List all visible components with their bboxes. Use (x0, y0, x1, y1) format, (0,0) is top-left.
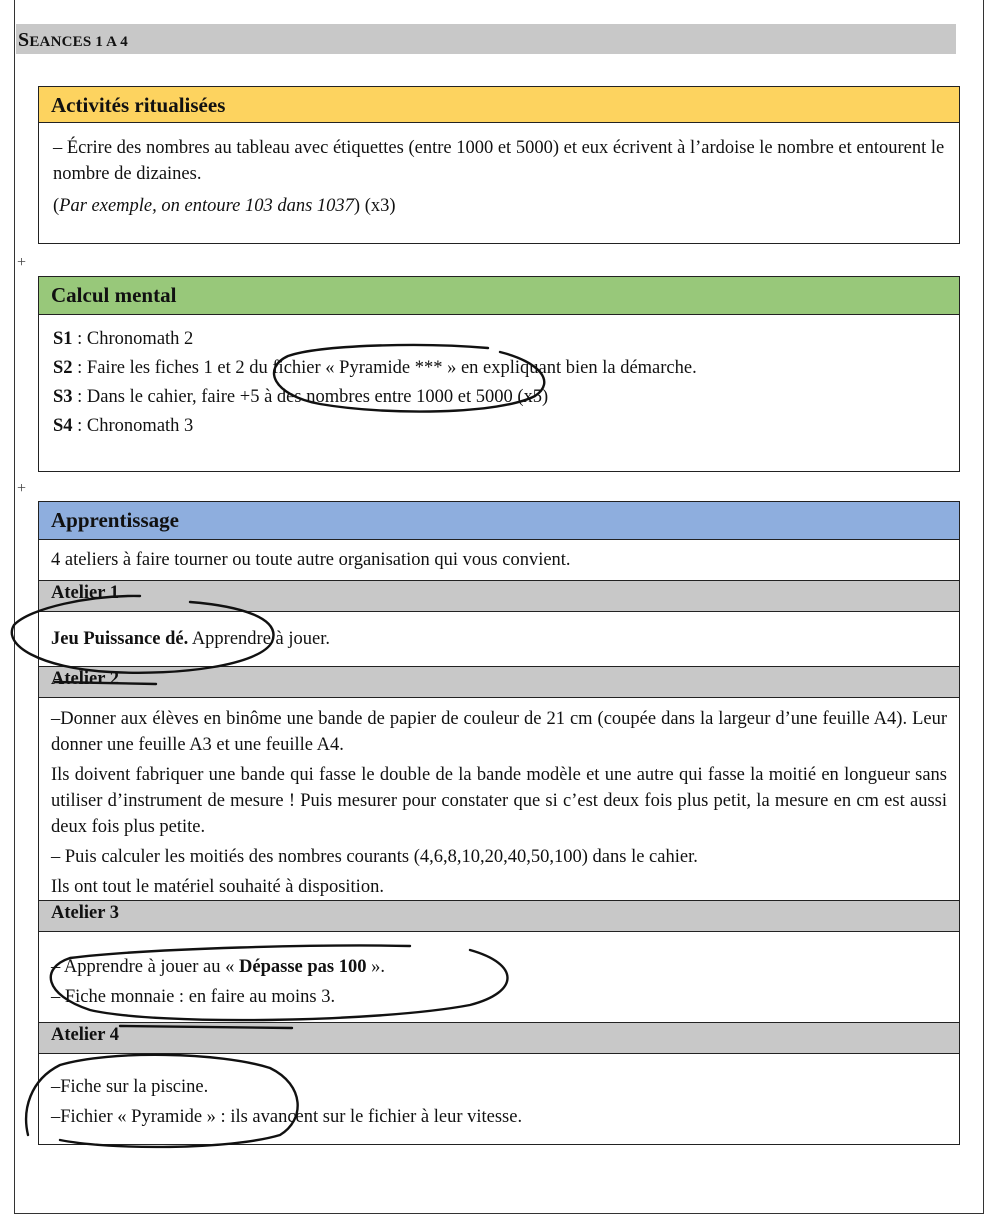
mental-title: Calcul mental (39, 277, 959, 315)
section-heading (18, 29, 128, 52)
rituals-body (39, 123, 959, 219)
learning-box (38, 501, 960, 1145)
mental-item: S4 : Chronomath 3 (53, 416, 194, 436)
rituals-box (38, 86, 960, 244)
mental-body (39, 315, 959, 441)
mental-item: S3 : Dans le cahier, faire +5 à des nombres entre 1000 et 5000 (x5) (53, 387, 549, 407)
atelier4-line2: –Fichier « Pyramide » : ils avancent sur le fichier à leur vitesse. (51, 1107, 523, 1127)
atelier3-title: Atelier 3 (39, 900, 959, 932)
atelier2-body (39, 698, 959, 900)
learning-title: Apprentissage (39, 502, 959, 540)
atelier4-title: Atelier 4 (39, 1022, 959, 1054)
atelier4-body (39, 1054, 959, 1136)
mental-box (38, 276, 960, 472)
atelier1-body: Jeu Puissance dé. Apprendre à jouer. (51, 629, 331, 649)
atelier1-game: Jeu Puissance dé. (51, 629, 189, 649)
plus-marker: + (17, 254, 27, 271)
atelier3-body: – Apprendre à jouer au « Dépasse pas 100 ». – Fiche monnaie : en faire au moins 3. (39, 932, 959, 1022)
mental-item: S2 : Faire les fiches 1 et 2 du fichier « Pyramide *** » en expliquant bien la démarche. (53, 358, 697, 378)
learning-intro: 4 ateliers à faire tourner ou toute autre organisation qui vous convient. (51, 550, 571, 570)
mental-item: S1 : Chronomath 2 (53, 329, 194, 349)
section-heading-bar (16, 24, 956, 54)
atelier2-title: Atelier 2 (39, 666, 959, 698)
atelier4-line1: –Fiche sur la piscine. (51, 1077, 209, 1097)
heading-initial: S (18, 29, 30, 51)
atelier2-p1: –Donner aux élèves en binôme une bande de papier de couleur de 21 cm (coupée dans la largeur d’une feuille A4). Leur donner une feuille A3 et une feuille A4. (51, 709, 947, 755)
rituals-example: (Par exemple, on entoure 103 dans 1037) (x3) (53, 196, 396, 216)
rituals-line: – Écrire des nombres au tableau avec étiquettes (entre 1000 et 5000) et eux écrivent à l’ardoise le nombre et entourent le nombre de dizaines. (53, 138, 945, 184)
atelier3-game: Dépasse pas 100 (239, 957, 367, 977)
atelier2-p2: Ils doivent fabriquer une bande qui fasse le double de la bande modèle et une autre qui fasse la moitié en longueur sans utiliser d’instrument de mesure ! Puis mesurer pour constater que si c’est deux fois plus petit, la mesure en cm est aussi deux fois plus petite. (51, 765, 947, 837)
rituals-title: Activités ritualisées (39, 87, 959, 123)
atelier2-p3: – Puis calculer les moitiés des nombres courants (4,6,8,10,20,40,50,100) dans le cahier. (51, 847, 698, 867)
rituals-example-italic: Par exemple, on entoure 103 dans 1037 (59, 196, 354, 216)
atelier1-title: Atelier 1 (39, 580, 959, 612)
plus-marker: + (17, 480, 27, 497)
heading-rest: EANCES 1 A 4 (29, 34, 129, 50)
atelier3-line2: – Fiche monnaie : en faire au moins 3. (51, 987, 336, 1007)
atelier2-p4: Ils ont tout le matériel souhaité à disposition. (51, 877, 384, 897)
